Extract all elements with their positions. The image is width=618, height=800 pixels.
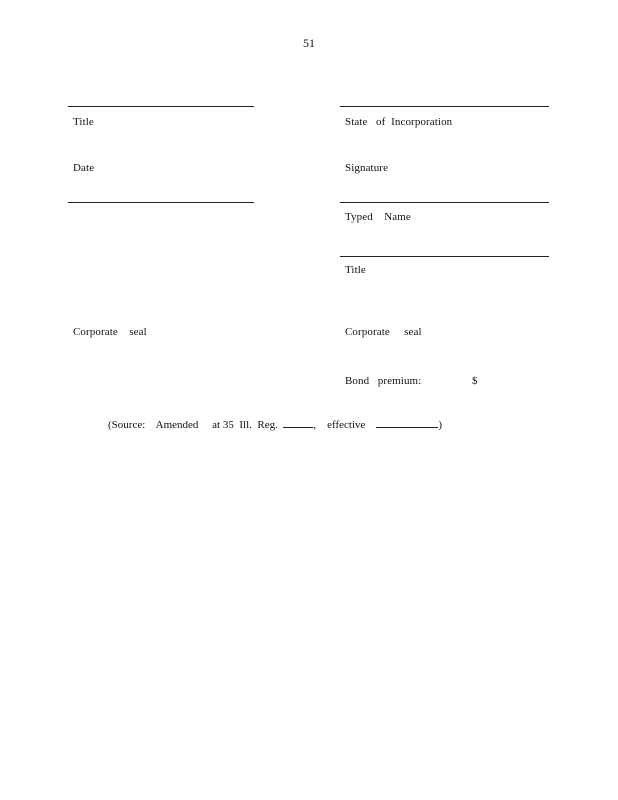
source-line (108, 417, 442, 432)
register-issue-blank (283, 417, 313, 428)
right-corporate-seal-label: Corporate seal (345, 326, 422, 338)
right-title-label: Title (345, 264, 366, 276)
typed-name-label: Typed Name (345, 211, 411, 223)
left-title-label: Title (73, 116, 94, 128)
left-corporate-seal-label: Corporate seal (73, 326, 147, 338)
source-suffix: ) (438, 419, 443, 431)
left-top-rule (68, 106, 254, 107)
right-top-rule (340, 106, 549, 107)
signature-label: Signature (345, 162, 389, 174)
source-prefix: (Source: Amended at 35 Ill. Reg. (108, 419, 284, 431)
left-date-rule (68, 202, 254, 203)
typed-name-rule (340, 256, 549, 257)
bond-premium-dollar: $ (472, 375, 478, 387)
effective-date-blank (376, 417, 438, 428)
state-of-incorporation-label: State of Incorporation (345, 116, 453, 128)
page-number: 51 (303, 36, 315, 50)
signature-rule (340, 202, 549, 203)
source-effective: , effective (313, 419, 377, 431)
bond-premium-label: Bond premium: (345, 375, 422, 387)
left-date-label: Date (73, 162, 95, 174)
